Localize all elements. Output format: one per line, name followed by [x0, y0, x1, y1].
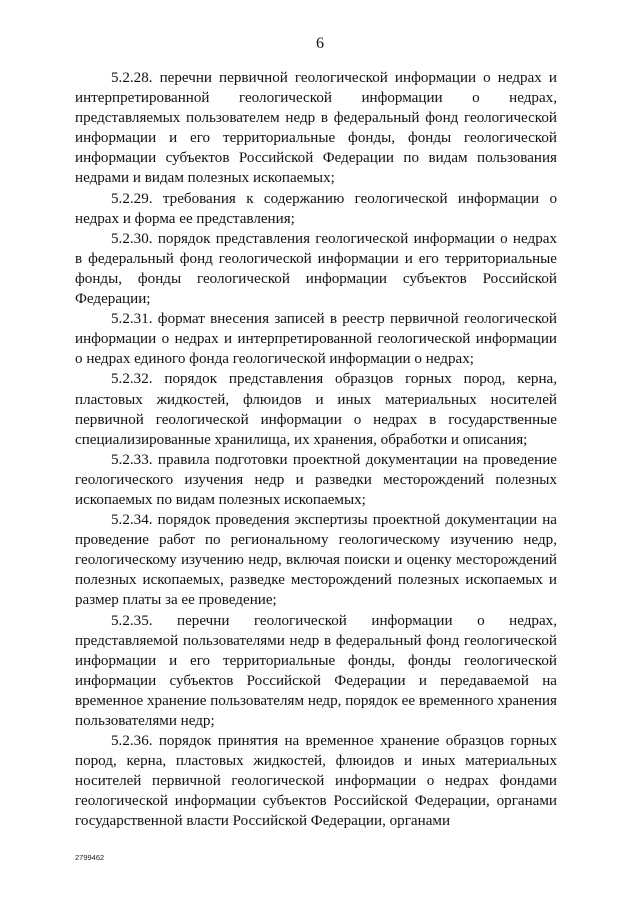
list-item-5-2-35: 5.2.35. перечни геологической информации о недрах, представляемой пользователями недр в федеральный фонд геологической информации и его территориальные фонды, фонды геологической информации субъектов Российской Федерации и передаваемой на временное хранение пользователям недр, порядок ее временного хранения пользователями недр;	[75, 612, 557, 729]
list-item-5-2-30: 5.2.30. порядок представления геологической информации о недрах в федеральный фонд геологической информации и его территориальные фонды, фонды геологической информации субъектов Российской Федерации;	[75, 230, 557, 308]
list-item-5-2-34: 5.2.34. порядок проведения экспертизы проектной документации на проведение работ по региональному геологическому изучению недр, геологическому изучению недр, включая поиски и оценку месторождений полезных ископаемых, разведке месторождений полезных ископаемых и размер платы за ее проведение;	[75, 512, 557, 609]
list-item-5-2-33: 5.2.33. правила подготовки проектной документации на проведение геологического изучения недр и разведки месторождений полезных ископаемых по видам полезных ископаемых;	[75, 451, 557, 508]
list-item-5-2-32: 5.2.32. порядок представления образцов горных пород, керна, пластовых жидкостей, флюидов и иных материальных носителей первичной геологической информации о недрах в государственные специализированные хранилища, их хранения, обработки и описания;	[75, 371, 557, 448]
list-item-5-2-31: 5.2.31. формат внесения записей в реестр первичной геологической информации о недрах и интерпретированной геологической информации о недрах единого фонда геологической информации о недрах;	[75, 311, 557, 368]
list-item-5-2-28: 5.2.28. перечни первичной геологической информации о недрах и интерпретированной геологической информации о недрах, представляемых пользователем недр в федеральный фонд геологической информации и его территориальные фонды, фонды геологической информации субъектов Российской Федерации по видам пользования недрами и видам полезных ископаемых;	[75, 70, 557, 187]
page-number: 6	[316, 35, 324, 52]
list-item-5-2-29: 5.2.29. требования к содержанию геологической информации о недрах и форма ее представления;	[75, 190, 557, 227]
list-item-5-2-36: 5.2.36. порядок принятия на временное хранение образцов горных пород, керна, пластовых жидкостей, флюидов и иных материальных носителей первичной геологической информации о недрах фондами геологической информации субъектов Российской Федерации, органами государственной власти Российской Федерации, органами	[75, 733, 557, 830]
document-body	[75, 68, 557, 832]
document-id: 2799462	[75, 853, 105, 862]
